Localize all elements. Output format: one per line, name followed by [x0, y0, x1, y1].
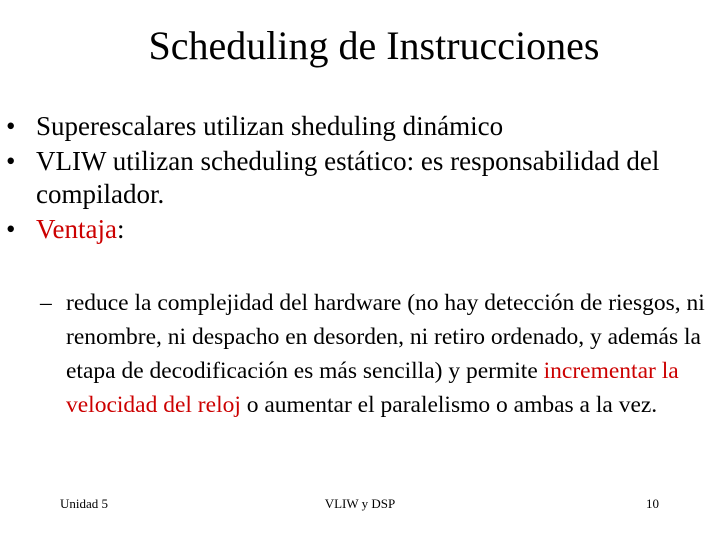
bullet-suffix: : [116, 214, 125, 244]
bullet-list [6, 110, 716, 248]
bullet-marker: • [6, 111, 16, 141]
bullet-item [6, 145, 716, 211]
sub-text-after: o aumentar el paralelismo o ambas a la vez. [240, 392, 658, 418]
bullet-marker: • [6, 214, 16, 244]
slide-title: Scheduling de Instrucciones [148, 23, 600, 68]
bullet-text: VLIW utilizan scheduling estático: es responsabilidad del compilador. [36, 146, 660, 209]
sub-highlight: incrementar la velocidad del reloj [66, 358, 679, 418]
bullet-item [6, 110, 716, 143]
bullet-marker: • [6, 146, 16, 176]
bullet-item [6, 213, 716, 246]
footer-unit: Unidad 5 [60, 496, 109, 511]
sub-bullet-item [40, 286, 716, 422]
bullet-text: Superescalares utilizan sheduling dinámico [36, 111, 504, 141]
footer-page-number: 10 [646, 496, 659, 511]
sub-text-before: reduce la complejidad del hardware (no hay detección de riesgos, ni renombre, ni despacho en desorden, ni retiro ordenado, y además la etapa de decodificación es más sencilla) y permite [66, 290, 705, 384]
sub-bullet-list [40, 286, 716, 422]
dash-marker: – [40, 290, 52, 316]
footer-topic: VLIW y DSP [324, 496, 396, 511]
bullet-highlight-ventaja: Ventaja [36, 214, 117, 244]
